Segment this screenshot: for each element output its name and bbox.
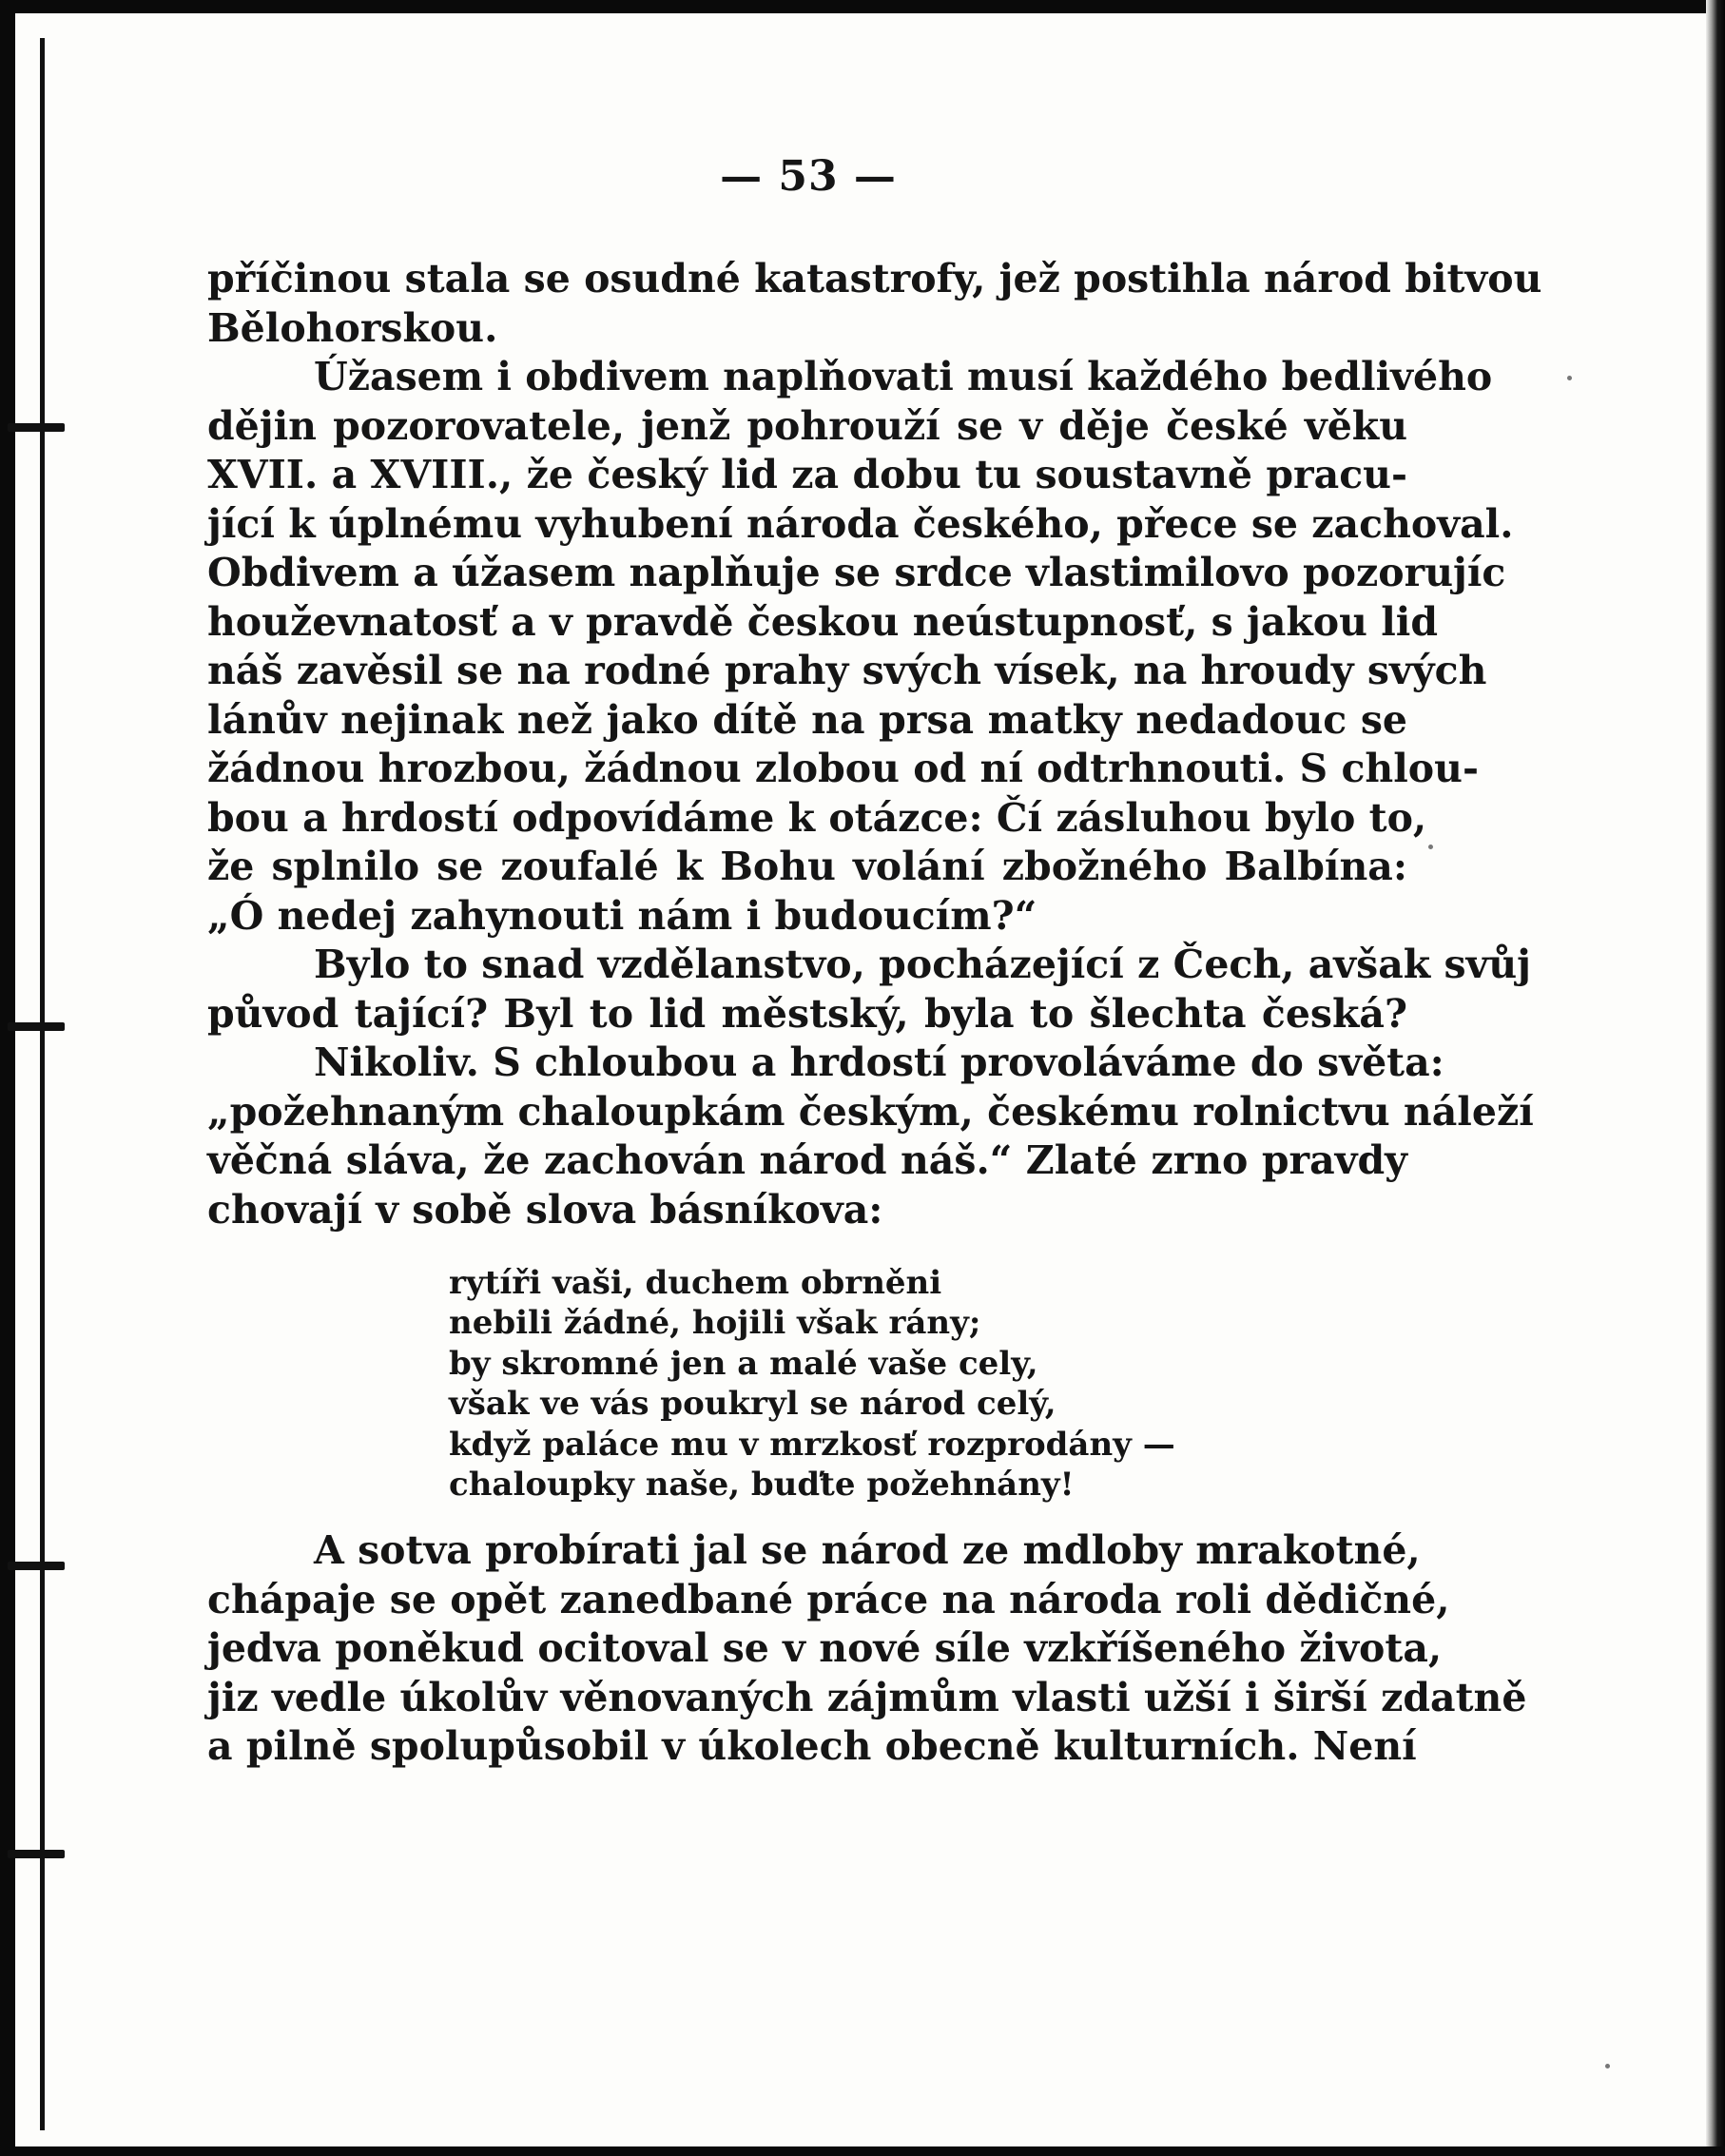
text-line: houževnatosť a v pravdě českou neústupnosť, s jakou lid bbox=[207, 598, 1439, 645]
text-line: náš zavěsil se na rodné prahy svých vísek, na hroudy svých bbox=[207, 648, 1487, 693]
text-line: věčná sláva, že zachován národ náš.“ Zlaté zrno pravdy bbox=[207, 1137, 1407, 1183]
poem-verse: rytíři vaši, duchem obrněni bbox=[449, 1264, 942, 1302]
text-line: jící k úplnému vyhubení národa českého, přece se zachoval. bbox=[207, 500, 1514, 547]
text-line: Úžasem i obdivem naplňovati musí každého bedlivého bbox=[314, 354, 1493, 399]
main-paragraphs bbox=[207, 255, 1542, 1234]
scan-edge-bottom bbox=[0, 2146, 1725, 2156]
scan-speck bbox=[1605, 2064, 1610, 2069]
scan-speck bbox=[1567, 376, 1572, 380]
closing-paragraph bbox=[207, 1526, 1527, 1772]
text-line: žádnou hrozbou, žádnou zlobou od ní odtrhnouti. S chlou- bbox=[207, 746, 1479, 791]
text-line: Obdivem a úžasem naplňuje se srdce vlastimilovo pozorujíc bbox=[207, 550, 1506, 595]
text-line: dějin pozorovatele, jenž pohrouží se v děje české věku bbox=[207, 402, 1407, 449]
scan-edge-right bbox=[1706, 0, 1725, 2156]
binding-mark bbox=[8, 1850, 65, 1858]
poem-verse: by skromné jen a malé vaše cely, bbox=[449, 1344, 1038, 1383]
text-line: a pilně spolupůsobil v úkolech obecně kulturních. Není bbox=[207, 1723, 1417, 1769]
text-line: příčinou stala se osudné katastrofy, jež postihla národ bitvou bbox=[207, 256, 1542, 301]
scan-speck bbox=[1428, 845, 1433, 849]
poem-quote bbox=[449, 1263, 1175, 1505]
text-line: že splnilo se zoufalé k Bohu volání zbožného Balbína: bbox=[207, 844, 1407, 889]
text-line: jedva poněkud ocitoval se v nové síle vzkříšeného života, bbox=[207, 1625, 1443, 1671]
binding-line bbox=[40, 38, 45, 2130]
poem-verse: však ve vás poukryl se národ celý, bbox=[449, 1385, 1056, 1424]
poem-verse: chaloupky naše, buďte požehnány! bbox=[449, 1466, 1075, 1505]
text-line: lánův nejinak než jako dítě na prsa matky nedadouc se bbox=[207, 696, 1407, 743]
scan-edge-left bbox=[0, 0, 15, 2156]
text-line: bou a hrdostí odpovídáme k otázce: Čí zásluhou bylo to, bbox=[207, 794, 1427, 841]
page-number: — 53 — bbox=[720, 152, 897, 201]
text-line: Nikoliv. S chloubou a hrdostí provoláváme do světa: bbox=[314, 1039, 1444, 1085]
binding-mark bbox=[8, 423, 65, 432]
scan-edge-top bbox=[0, 0, 1725, 13]
text-line: chovají v sobě slova básníkova: bbox=[207, 1186, 883, 1233]
text-line: Bylo to snad vzdělanstvo, pocházející z Čech, avšak svůj bbox=[314, 942, 1531, 987]
text-line: „požehnaným chaloupkám českým, českému rolnictvu náleží bbox=[207, 1088, 1534, 1135]
poem-verse: když paláce mu v mrzkosť rozprodány — bbox=[449, 1425, 1175, 1464]
text-line: původ tající? Byl to lid městský, byla to šlechta česká? bbox=[207, 990, 1407, 1037]
text-line: jiz vedle úkolův věnovaných zájmům vlasti užší i širší zdatně bbox=[207, 1674, 1527, 1720]
text-line: Bělohorskou. bbox=[207, 304, 498, 351]
poem-verse: nebili žádné, hojili však rány; bbox=[449, 1304, 981, 1343]
binding-mark bbox=[8, 1562, 65, 1570]
text-line: „Ó nedej zahynouti nám i budoucím?“ bbox=[207, 892, 1037, 939]
text-line: chápaje se opět zanedbané práce na národa roli dědičné, bbox=[207, 1576, 1450, 1622]
text-line: A sotva probírati jal se národ ze mdloby mrakotné, bbox=[314, 1527, 1421, 1573]
text-line: XVII. a XVIII., že český lid za dobu tu soustavně pracu- bbox=[207, 452, 1407, 497]
binding-mark bbox=[8, 1022, 65, 1031]
